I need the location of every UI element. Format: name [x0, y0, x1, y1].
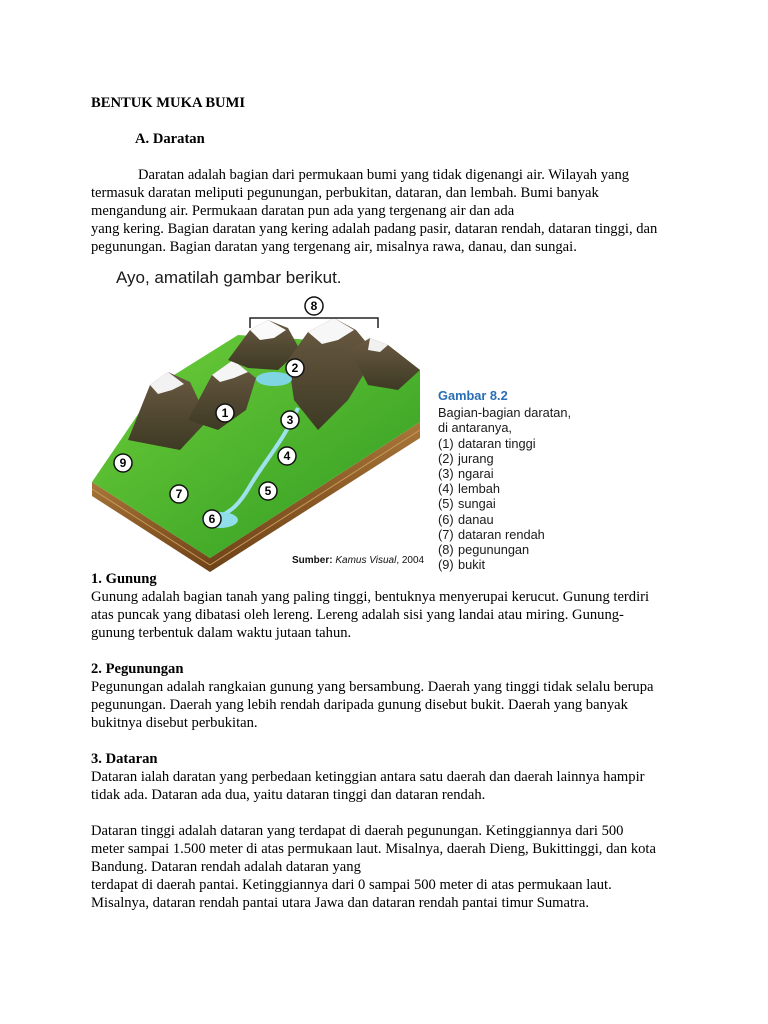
paragraph-line: Pegunungan adalah rangkaian gunung yang bersambung. Daerah yang tinggi tidak selalu berupa	[91, 679, 654, 695]
caption-item: (6) danau	[438, 511, 494, 527]
svg-text:6: 6	[208, 512, 216, 526]
caption-item: (5) sungai	[438, 496, 496, 512]
svg-text:2: 2	[291, 361, 299, 375]
paragraph-line: Dataran tinggi adalah dataran yang terdapat di daerah pegunungan. Ketinggiannya dari 500	[91, 823, 624, 839]
caption-item: (2) jurang	[438, 450, 494, 466]
source-label: Sumber:	[292, 555, 333, 566]
paragraph-line: mengandung air. Permukaan daratan pun ada yang tergenang air dan ada	[91, 203, 515, 219]
caption-item: (8) pegunungan	[438, 542, 530, 558]
gunung-paragraph	[91, 588, 691, 642]
paragraph-line: yang kering. Bagian daratan yang kering adalah padang pasir, dataran rendah, dataran tinggi, dan	[91, 221, 658, 237]
svg-text:7: 7	[175, 487, 183, 501]
paragraph-line: pegunungan. Bagian daratan yang tergenang air, misalnya rawa, danau, dan sungai.	[91, 239, 577, 255]
figure-heading: Ayo, amatilah gambar berikut.	[116, 268, 342, 287]
marker-5	[259, 482, 277, 500]
svg-text:3: 3	[286, 413, 294, 427]
caption-item: (7) dataran rendah	[438, 526, 545, 542]
paragraph-line: pegunungan. Daerah yang lebih rendah daripada gunung disebut bukit. Daerah yang banyak	[91, 697, 628, 713]
paragraph-line: Gunung adalah bagian tanah yang paling tinggi, bentuknya menyerupai kerucut. Gunung terdiri	[91, 589, 650, 605]
paragraph-line: gunung terbentuk dalam waktu jutaan tahun.	[91, 625, 352, 641]
source-name: Kamus Visual	[335, 555, 397, 566]
paragraph-line: atas puncak yang dibatasi oleh lereng. Lereng adalah sisi yang landai atau miring. Gunung-	[91, 607, 624, 623]
dataran-heading: 3. Dataran	[91, 751, 158, 767]
caption-item: (4) lembah	[438, 481, 500, 497]
section-a-heading: A. Daratan	[135, 131, 205, 147]
section-a-paragraph	[91, 166, 691, 256]
paragraph-line: Bandung. Dataran rendah adalah dataran yang	[91, 859, 361, 875]
marker-4	[278, 447, 296, 465]
caption-item: (9) bukit	[438, 557, 486, 573]
pegunungan-heading: 2. Pegunungan	[91, 661, 184, 677]
lake	[256, 372, 292, 386]
caption-item: (3) ngarai	[438, 466, 494, 482]
svg-text:1: 1	[221, 406, 229, 420]
marker-3	[281, 411, 299, 429]
paragraph-line: Daratan adalah bagian dari permukaan bumi yang tidak digenangi air. Wilayah yang	[138, 167, 630, 183]
caption-intro: Bagian-bagian daratan,	[438, 405, 572, 421]
marker-7	[170, 485, 188, 503]
dataran-paragraph-2	[91, 822, 691, 912]
source-year: , 2004	[396, 555, 425, 566]
pegunungan-paragraph	[91, 678, 691, 732]
gunung-heading: 1. Gunung	[91, 571, 157, 587]
landform-diagram	[88, 290, 438, 575]
svg-text:8: 8	[310, 299, 318, 313]
paragraph-line: Misalnya, dataran rendah pantai utara Jawa dan dataran rendah pantai timur Sumatra.	[91, 895, 590, 911]
paragraph-line: Dataran ialah daratan yang perbedaan ketinggian antara satu daerah dan daerah lainnya hampir	[91, 769, 645, 785]
figure-caption	[438, 388, 571, 572]
paragraph-line: bukitnya disebut perbukitan.	[91, 715, 258, 731]
marker-2	[286, 359, 304, 377]
paragraph-line: termasuk daratan meliputi pegunungan, perbukitan, dataran, dan lembah. Bumi banyak	[91, 185, 599, 201]
caption-title: Gambar 8.2	[438, 388, 508, 403]
figure-source	[292, 555, 424, 566]
svg-text:5: 5	[264, 484, 272, 498]
document-title: BENTUK MUKA BUMI	[91, 95, 246, 111]
caption-item: (1) dataran tinggi	[438, 435, 536, 451]
marker-8	[305, 297, 323, 315]
dataran-paragraph	[91, 768, 691, 804]
marker-1	[216, 404, 234, 422]
svg-text:9: 9	[119, 456, 127, 470]
caption-intro: di antaranya,	[438, 420, 512, 436]
paragraph-line: tidak ada. Dataran ada dua, yaitu dataran tinggi dan dataran rendah.	[91, 787, 486, 803]
marker-6	[203, 510, 221, 528]
svg-text:4: 4	[283, 449, 291, 463]
paragraph-line: meter sampai 1.500 meter di atas permukaan laut. Misalnya, daerah Dieng, Bukittinggi, dan kota	[91, 841, 656, 857]
paragraph-line: terdapat di daerah pantai. Ketinggiannya dari 0 sampai 500 meter di atas permukaan laut.	[91, 877, 612, 893]
marker-9	[114, 454, 132, 472]
